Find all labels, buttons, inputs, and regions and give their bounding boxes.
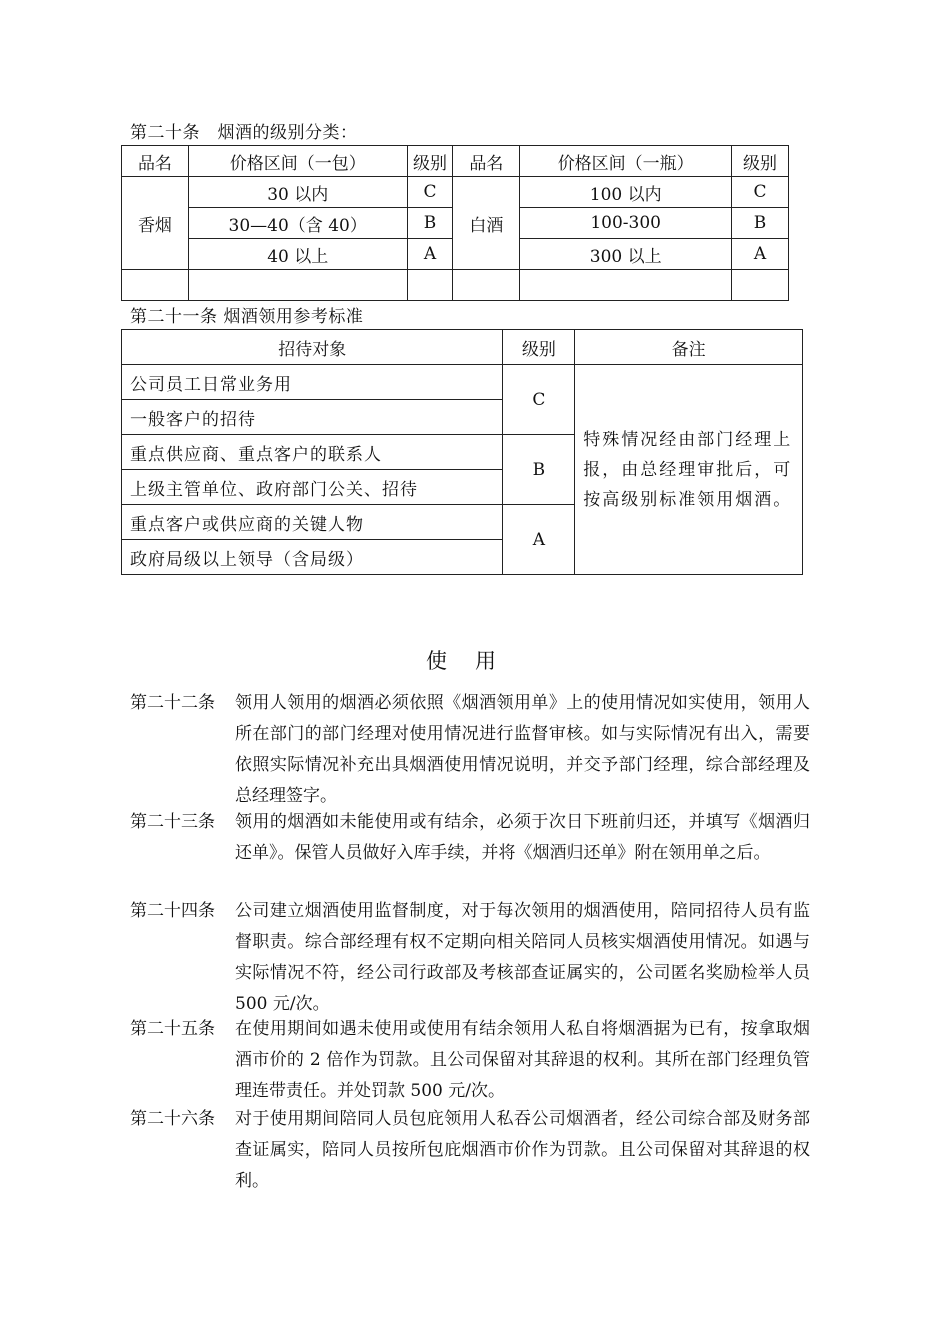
- article-label: 第二十四条: [130, 901, 215, 921]
- article-text: 领用人领用的烟酒必须依照《烟酒领用单》上的使用情况如实使用，领用人所在部门的部门经理对使用情况进行监督审核。如与实际情况有出入，需要依照实际情况补充出具烟酒使用情况说明，并交予部门经理，综合部经理及总经理签字。: [235, 693, 810, 806]
- header-product-name: 品名: [453, 146, 520, 177]
- article-text: 在使用期间如遇未使用或使用有结余领用人私自将烟酒据为已有，按拿取烟酒市价的 2 倍作为罚款。且公司保留对其辞退的权利。其所在部门经理负管理连带责任。并处罚款 500 元/次。: [235, 1019, 810, 1101]
- liq-range: 100 以内: [520, 177, 732, 208]
- header-price-pack: 价格区间（一包）: [188, 146, 407, 177]
- liq-range: 300 以上: [520, 239, 732, 270]
- liquor-name: 白酒: [453, 177, 520, 270]
- liq-level: A: [732, 239, 789, 270]
- header-product-name: 品名: [122, 146, 189, 177]
- article-24: [130, 896, 810, 1020]
- article-label: 第二十六条: [130, 1109, 215, 1129]
- level-cell: B: [503, 435, 575, 505]
- empty-cell: [520, 270, 732, 301]
- cig-range: 40 以上: [188, 239, 407, 270]
- empty-cell: [122, 270, 189, 301]
- header-price-bottle: 价格区间（一瓶）: [520, 146, 732, 177]
- liq-range: 100-300: [520, 208, 732, 239]
- article-26: [130, 1104, 810, 1197]
- header-level: 级别: [732, 146, 789, 177]
- reception-object: 上级主管单位、政府部门公关、招待: [122, 470, 503, 505]
- cig-level: B: [407, 208, 453, 239]
- section-title: 使用: [426, 649, 524, 673]
- cigarette-name: 香烟: [122, 177, 189, 270]
- article-22: [130, 688, 810, 812]
- cig-level: C: [407, 177, 453, 208]
- empty-cell: [407, 270, 453, 301]
- article-23: [130, 807, 810, 869]
- level-cell: A: [503, 505, 575, 575]
- empty-cell: [453, 270, 520, 301]
- header-level: 级别: [407, 146, 453, 177]
- table-row: [122, 365, 803, 400]
- reception-object: 公司员工日常业务用: [122, 365, 503, 400]
- reception-object: 政府局级以上领导（含局级）: [122, 540, 503, 575]
- reception-object: 重点供应商、重点客户的联系人: [122, 435, 503, 470]
- header-reception-object: 招待对象: [122, 330, 503, 365]
- header-level: 级别: [503, 330, 575, 365]
- cig-range: 30—40（含 40）: [188, 208, 407, 239]
- article-text: 对于使用期间陪同人员包庇领用人私吞公司烟酒者，经公司综合部及财务部查证属实，陪同人员按所包庇烟酒市价作为罚款。且公司保留对其辞退的权利。: [235, 1109, 810, 1191]
- remark-note: 特殊情况经由部门经理上报，由总经理审批后，可按高级别标准领用烟酒。: [575, 365, 803, 575]
- cig-level: A: [407, 239, 453, 270]
- empty-row: [122, 270, 789, 301]
- article-21-heading: 第二十一条 烟酒领用参考标准: [130, 307, 364, 327]
- table-header-row: [122, 146, 789, 177]
- table-header-row: [122, 330, 803, 365]
- article-20-heading: 第二十条 烟酒的级别分类：: [130, 123, 358, 143]
- cig-range: 30 以内: [188, 177, 407, 208]
- table-row: [122, 177, 789, 208]
- article-label: 第二十五条: [130, 1019, 215, 1039]
- article-text: 公司建立烟酒使用监督制度，对于每次领用的烟酒使用，陪同招待人员有监督职责。综合部经理有权不定期向相关陪同人员核实烟酒使用情况。如遇与实际情况不符，经公司行政部及考核部查证属实的，公司匿名奖励检举人员 500 元/次。: [235, 901, 810, 1014]
- article-label: 第二十三条: [130, 812, 215, 832]
- tobacco-liquor-level-table: [121, 145, 789, 301]
- level-cell: C: [503, 365, 575, 435]
- liq-level: B: [732, 208, 789, 239]
- liq-level: C: [732, 177, 789, 208]
- reception-standard-table: [121, 329, 803, 575]
- article-text: 领用的烟酒如未能使用或有结余，必须于次日下班前归还，并填写《烟酒归还单》。保管人员做好入库手续，并将《烟酒归还单》附在领用单之后。: [235, 812, 810, 863]
- reception-object: 一般客户的招待: [122, 400, 503, 435]
- header-remark: 备注: [575, 330, 803, 365]
- article-label: 第二十二条: [130, 693, 215, 713]
- reception-object: 重点客户或供应商的关键人物: [122, 505, 503, 540]
- empty-cell: [188, 270, 407, 301]
- empty-cell: [732, 270, 789, 301]
- article-25: [130, 1014, 810, 1107]
